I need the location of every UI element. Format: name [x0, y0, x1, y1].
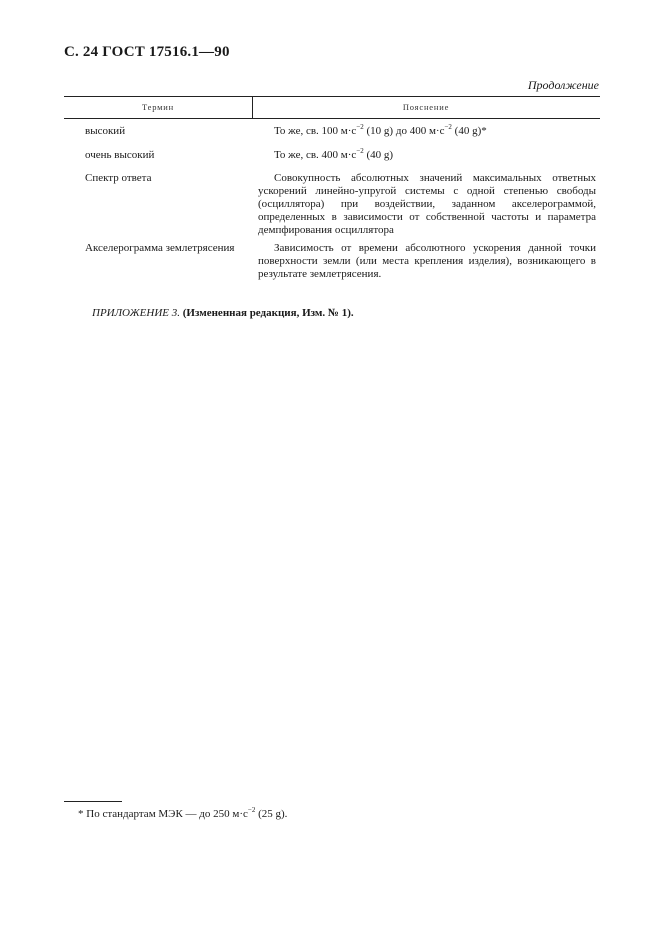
term-high: высокий: [85, 125, 126, 137]
table-header-rule: [64, 118, 600, 119]
explanation-response-spectrum: Совокупность абсолютных значений максимальных ответных ускорений линейно-упругой системы с одной степенью свободы (осциллятора) при воздействии, заданном акселерограммой, определенных в зависимости от собственной частоты и параметра демпфирования осциллятора: [258, 172, 596, 236]
term-response-spectrum: Спектр ответа: [85, 172, 152, 184]
footnote: * По стандартам МЭК — до 250 $м\cdot с^{-2}$ (25 g).: [78, 806, 288, 820]
explanation-earthquake-accelerogram: Зависимость от времени абсолютного ускорения данной точки поверхности земли (или места крепления изделия), возникающего в результате землетрясения.: [258, 242, 596, 280]
page-title: С. 24 ГОСТ 17516.1—90: [64, 44, 230, 60]
column-header-explanation: Пояснение: [402, 102, 450, 112]
term-very-high: очень высокий: [85, 149, 155, 161]
explanation-very-high: То же, св. 400 $м\cdot с^{-2}$ (40 g): [274, 147, 394, 161]
term-earthquake-accelerogram: Акселерограмма землетрясения: [85, 242, 235, 254]
table-top-rule: [64, 96, 600, 97]
column-header-term: Термин: [141, 102, 175, 112]
appendix-note: ПРИЛОЖЕНИЕ 3. (Измененная редакция, Изм. № 1).: [92, 307, 354, 319]
footnote-rule: [64, 801, 122, 802]
explanation-high: То же, св. 100 $м\cdot с^{-2}$ (10 g) до 400 $м\cdot с^{-2}$ (40 g)*: [274, 123, 487, 137]
continuation-label: Продолжение: [527, 78, 599, 92]
